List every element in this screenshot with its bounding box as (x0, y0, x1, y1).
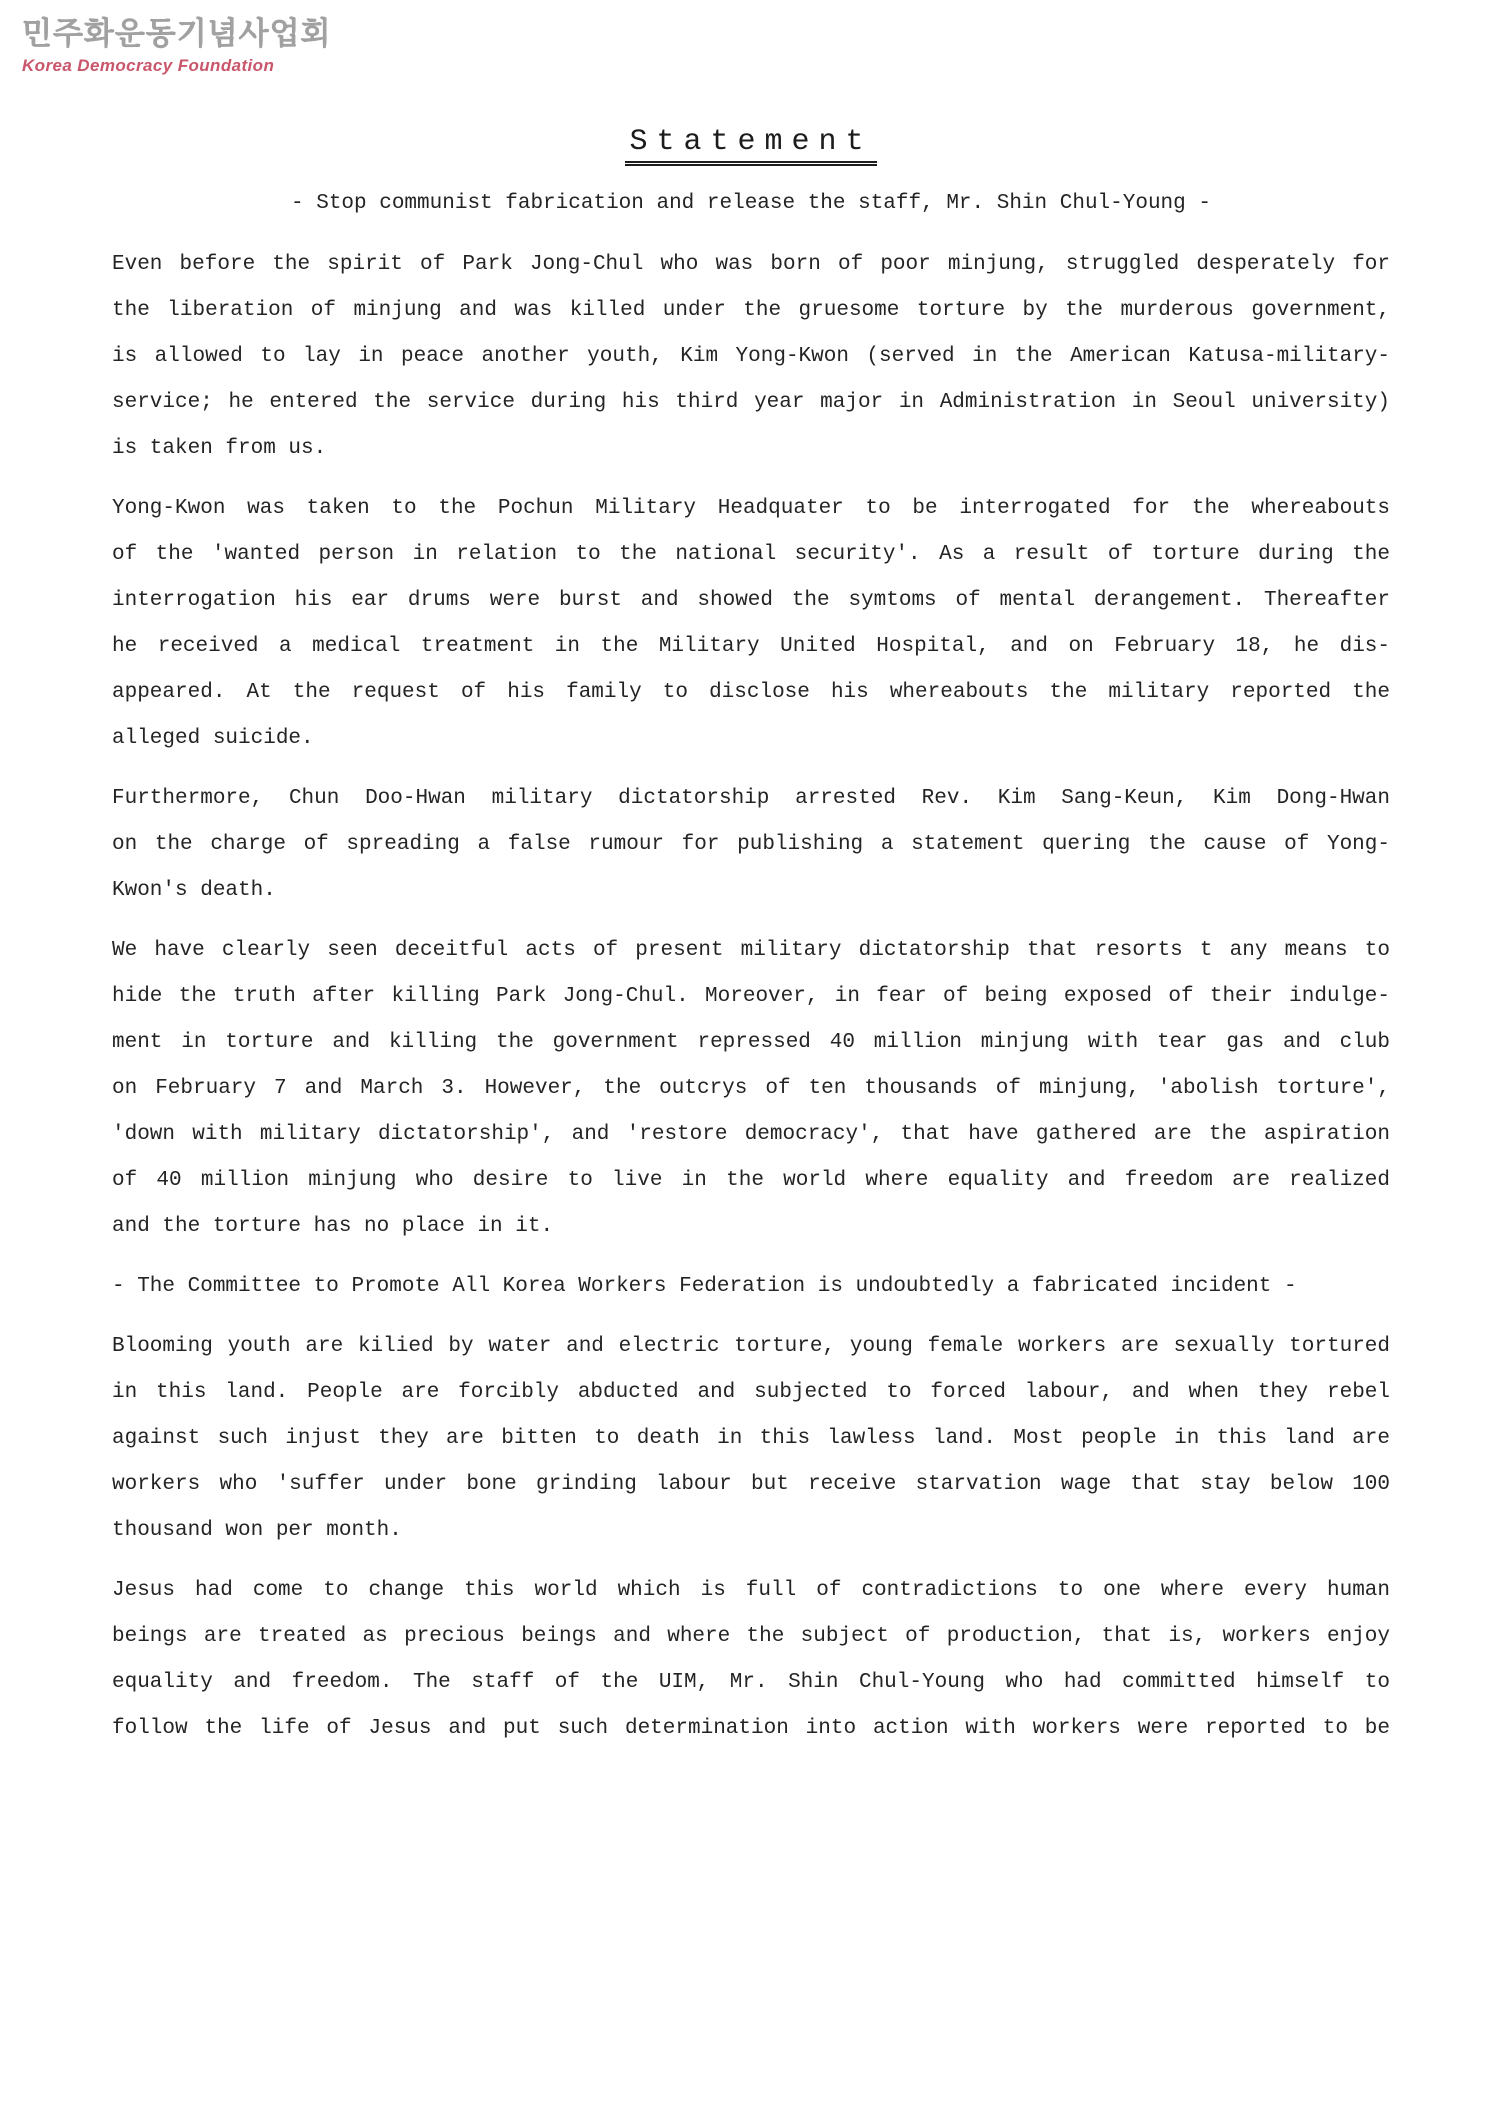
title-row (112, 126, 1390, 166)
text-line: is taken from us. (112, 437, 327, 460)
text-line: Even before the spirit of Park Jong-Chul who was born of poor minjung, struggled desperately for (112, 253, 1390, 276)
text-line: against such injust they are bitten to death in this lawless land. Most people in this land are (112, 1427, 1390, 1450)
logo-korean-calligraphy: 민주화운동기념사업회 (22, 16, 332, 52)
paragraph (112, 1568, 1390, 1752)
text-line: workers who 'suffer under bone grinding labour but receive starvation wage that stay below 100 (112, 1473, 1390, 1496)
text-line: on February 7 and March 3. However, the outcrys of ten thousands of minjung, 'abolish torture', (112, 1077, 1390, 1100)
statement-document (0, 126, 1490, 1752)
text-line: is allowed to lay in peace another youth, Kim Yong-Kwon (served in the American Katusa-military- (112, 345, 1390, 368)
text-line: - The Committee to Promote All Korea Workers Federation is undoubtedly a fabricated incident - (112, 1275, 1297, 1298)
text-line: on the charge of spreading a false rumour for publishing a statement quering the cause of Yong- (112, 833, 1390, 856)
text-line: 'down with military dictatorship', and 'restore democracy', that have gathered are the aspiration (112, 1123, 1390, 1146)
section-heading (112, 1264, 1390, 1310)
text-line: follow the life of Jesus and put such determination into action with workers were reported to be (112, 1717, 1390, 1740)
paragraph (112, 776, 1390, 914)
text-line: Blooming youth are kilied by water and electric torture, young female workers are sexually tortured (112, 1335, 1390, 1358)
text-line: he received a medical treatment in the Military United Hospital, and on February 18, he dis- (112, 635, 1390, 658)
text-line: service; he entered the service during his third year major in Administration in Seoul university) (112, 391, 1390, 414)
text-line: Jesus had come to change this world which is full of contradictions to one where every human (112, 1579, 1390, 1602)
text-line: alleged suicide. (112, 727, 314, 750)
paragraph (112, 1324, 1390, 1554)
text-line: of 40 million minjung who desire to live in the world where equality and freedom are realized (112, 1169, 1390, 1192)
text-line: of the 'wanted person in relation to the national security'. As a result of torture during the (112, 543, 1390, 566)
text-line: beings are treated as precious beings and where the subject of production, that is, workers enjoy (112, 1625, 1390, 1648)
text-line: ment in torture and killing the government repressed 40 million minjung with tear gas and club (112, 1031, 1390, 1054)
text-line: appeared. At the request of his family to disclose his whereabouts the military reported the (112, 681, 1390, 704)
text-line: We have clearly seen deceitful acts of present military dictatorship that resorts t any means to (112, 939, 1390, 962)
text-line: Kwon's death. (112, 879, 276, 902)
text-line: the liberation of minjung and was killed under the gruesome torture by the murderous government, (112, 299, 1390, 322)
text-line: in this land. People are forcibly abducted and subjected to forced labour, and when they rebel (112, 1381, 1390, 1404)
logo-english-wordmark: Korea Democracy Foundation (22, 56, 275, 75)
paragraph (112, 486, 1390, 762)
text-line: Yong-Kwon was taken to the Pochun Military Headquater to be interrogated for the whereabouts (112, 497, 1390, 520)
paragraph (112, 928, 1390, 1250)
document-title: Statement (625, 126, 876, 166)
text-line: equality and freedom. The staff of the UIM, Mr. Shin Chul-Young who had committed himself to (112, 1671, 1390, 1694)
text-line: thousand won per month. (112, 1519, 402, 1542)
document-subtitle: - Stop communist fabrication and release the staff, Mr. Shin Chul-Young - (291, 192, 1211, 215)
document-body (112, 242, 1390, 1752)
text-line: and the torture has no place in it. (112, 1215, 554, 1238)
text-line: interrogation his ear drums were burst and showed the symtoms of mental derangement. Thereafter (112, 589, 1390, 612)
korea-democracy-foundation-logo (0, 0, 1490, 76)
text-line: Furthermore, Chun Doo-Hwan military dictatorship arrested Rev. Kim Sang-Keun, Kim Dong-Hwan (112, 787, 1390, 810)
text-line: hide the truth after killing Park Jong-Chul. Moreover, in fear of being exposed of their indulge- (112, 985, 1390, 1008)
paragraph (112, 242, 1390, 472)
